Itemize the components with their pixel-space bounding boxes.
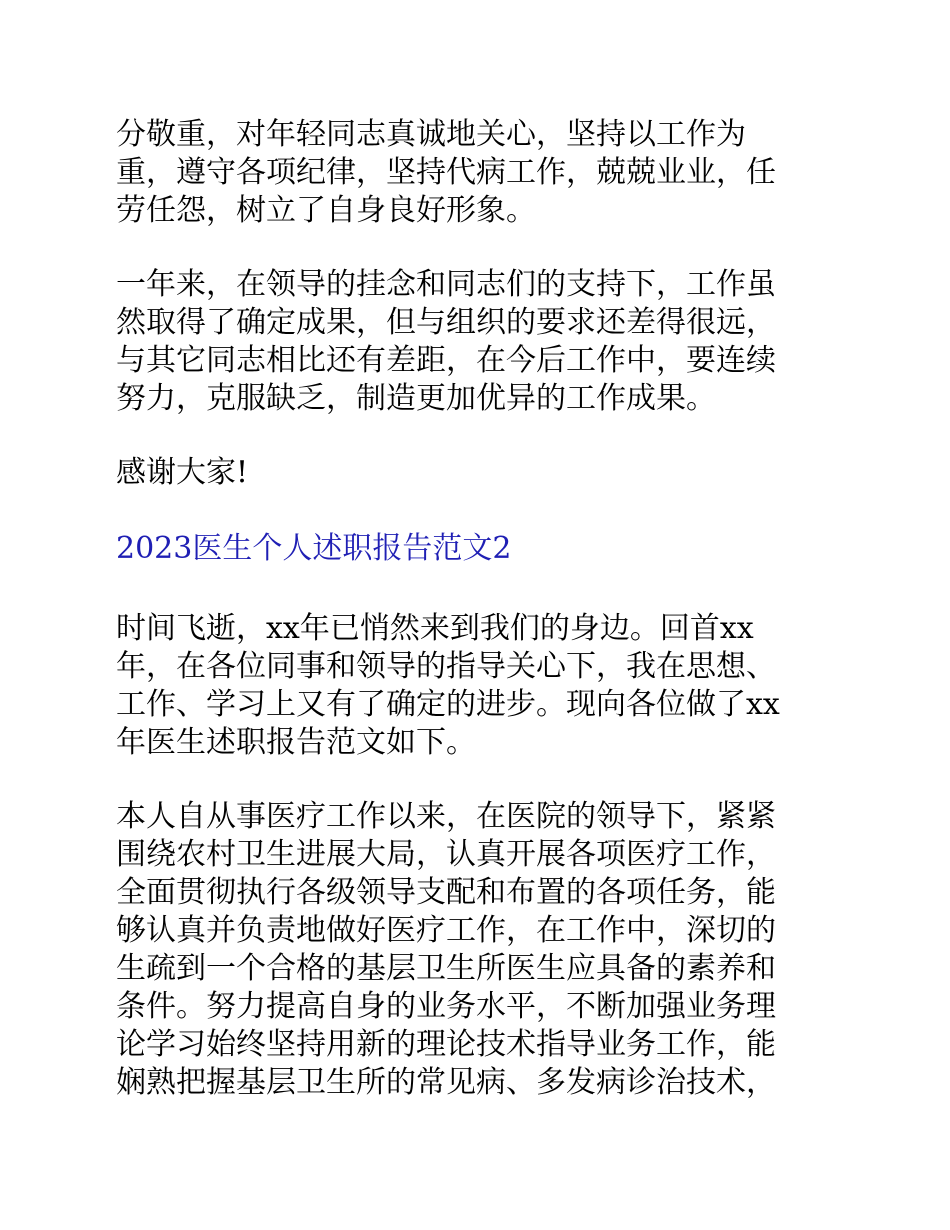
text-line: 够认真并负责地做好医疗工作，在工作中，深切的: [116, 913, 776, 948]
text-line: 全面贯彻执行各级领导支配和布置的各项任务，能: [116, 875, 776, 910]
paragraph-5: [116, 798, 846, 1102]
paragraph-4: [116, 610, 846, 762]
text-line: 工作、学习上又有了确定的进步。现向各位做了xx: [116, 687, 780, 722]
text-line: 一年来，在领导的挂念和同志们的支持下，工作虽: [116, 267, 776, 302]
text-line: 生疏到一个合格的基层卫生所医生应具备的素养和: [116, 951, 776, 986]
text-line: 论学习始终坚持用新的理论技术指导业务工作，能: [116, 1027, 776, 1062]
text-line: 劳任怨，树立了自身良好形象。: [116, 193, 536, 228]
text-line: 年医生述职报告范文如下。: [116, 725, 476, 760]
text-line: 条件。努力提高自身的业务水平，不断加强业务理: [116, 989, 776, 1024]
paragraph-3: [116, 454, 846, 492]
text-line: 然取得了确定成果，但与组织的要求还差得很远，: [116, 305, 776, 340]
paragraph-1: [116, 116, 846, 230]
text-line: 娴熟把握基层卫生所的常见病、多发病诊治技术，: [116, 1065, 776, 1100]
text-line: 努力，克服缺乏，制造更加优异的工作成果。: [116, 381, 716, 416]
text-line: 本人自从事医疗工作以来，在医院的领导下，紧紧: [116, 799, 776, 834]
text-line: 分敬重，对年轻同志真诚地关心，坚持以工作为: [116, 117, 746, 152]
text-line: 围绕农村卫生进展大局，认真开展各项医疗工作，: [116, 837, 776, 872]
text-line: 重，遵守各项纪律，坚持代病工作，兢兢业业，任: [116, 155, 776, 190]
text-line: 与其它同志相比还有差距，在今后工作中，要连续: [116, 343, 776, 378]
paragraph-2: [116, 266, 846, 418]
section-heading: 2023医生个人述职报告范文2: [116, 531, 512, 566]
text-line: 感谢大家!: [116, 455, 249, 490]
text-line: 年，在各位同事和领导的指导关心下，我在思想、: [116, 649, 776, 684]
text-line: 时间飞逝，xx年已悄然来到我们的身边。回首xx: [116, 611, 754, 646]
